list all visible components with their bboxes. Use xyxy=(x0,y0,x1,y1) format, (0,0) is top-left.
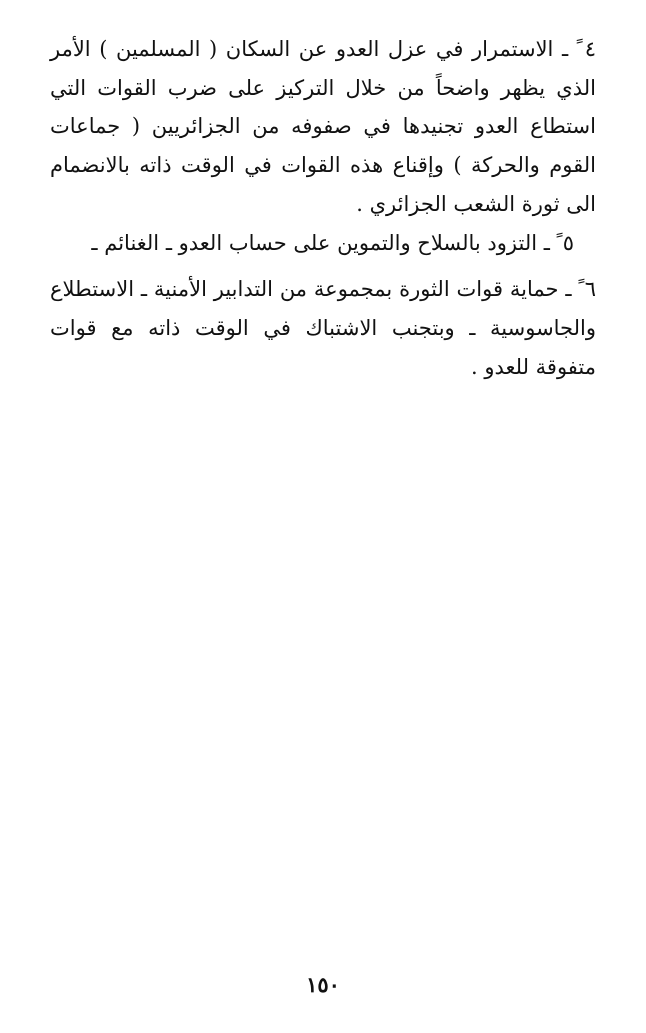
paragraph-item-6: ٦ ً ـ حماية قوات الثورة بمجموعة من التدابير الأمنية ـ الاستطلاع والجاسوسية ـ وبتجنب الاشتباك في الوقت ذاته مع قوات متفوقة للعدو . xyxy=(50,277,596,379)
paragraph-item-5: ٥ ً ـ التزود بالسلاح والتموين على حساب العدو ـ الغنائم ـ xyxy=(91,230,574,255)
page-text-body xyxy=(50,30,596,386)
paragraph-item-4: ٤ ً ـ الاستمرار في عزل العدو عن السكان ( المسلمين ) الأمر الذي يظهر واضحاً من خلال التركيز على ضرب القوات التي استطاع العدو تجنيدها في صفوفه من الجزائريين ( جماعات القوم والحركة ) وإقناع هذه القوات في الوقت ذاته بالانضمام الى ثورة الشعب الجزائري . xyxy=(50,37,596,216)
page-number: ١٥٠ xyxy=(306,972,340,997)
